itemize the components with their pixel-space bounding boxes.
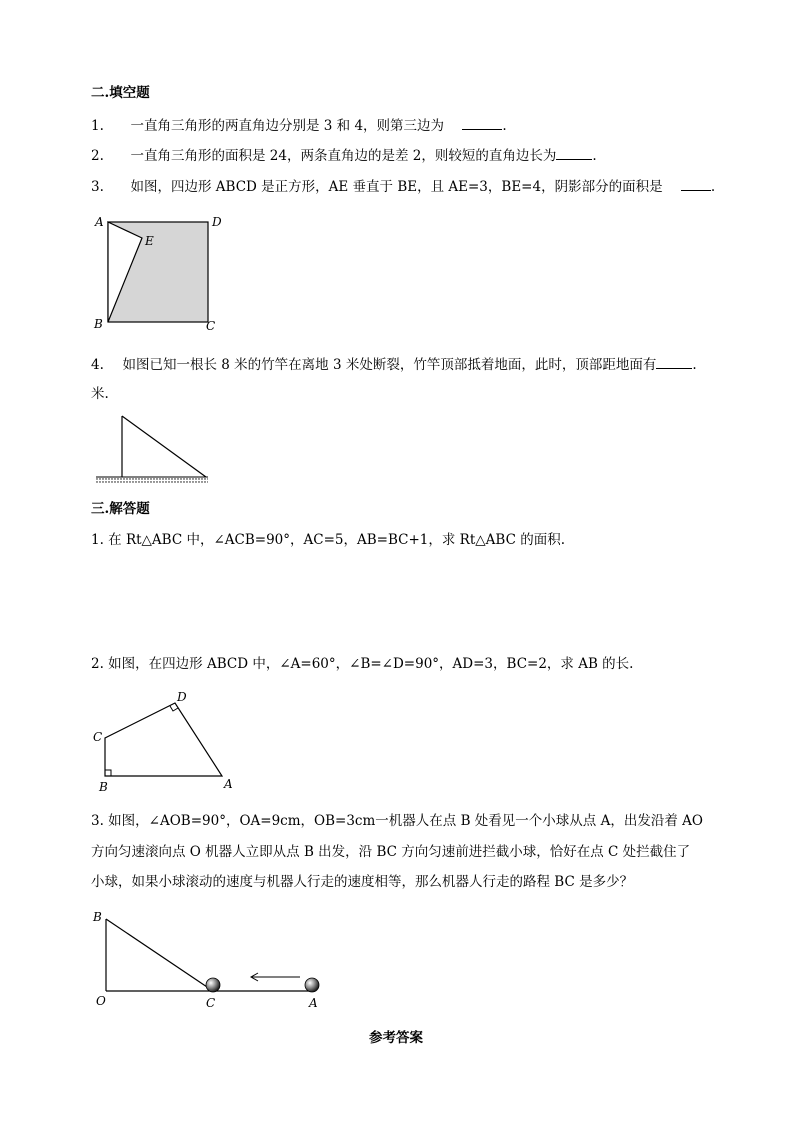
segment-bc	[106, 919, 213, 991]
label-c: C	[206, 996, 216, 1010]
label-b: B	[99, 780, 108, 794]
label-c: C	[206, 319, 216, 333]
question-2-4-unit: 米.	[91, 386, 109, 402]
label-d: D	[212, 215, 222, 229]
question-3-2: 2. 如图，在四边形 ABCD 中，∠A=60°，∠B=∠D=90°，AD=3，BC=2，求 AB 的长.	[91, 656, 634, 672]
quadrilateral-abcd	[105, 703, 222, 776]
label-e: E	[145, 234, 154, 248]
answer-blank[interactable]	[556, 146, 592, 160]
question-text: 如图已知一根长 8 米的竹竿在离地 3 米处断裂，竹竿顶部抵着地面，此时，顶部距地面有	[122, 357, 657, 373]
quadrilateral-figure	[90, 688, 240, 798]
ball-at-c	[206, 978, 220, 992]
question-text: 一直角三角形的面积是 24，两条直角边的是差 2，则较短的直角边长为	[130, 148, 557, 164]
period: .	[710, 179, 716, 195]
label-b: B	[93, 910, 102, 924]
answer-blank[interactable]	[462, 116, 502, 130]
section-heading-fill-in: 二.填空题	[91, 85, 150, 101]
label-b: B	[94, 317, 103, 331]
question-2-4	[91, 355, 697, 374]
question-number: 1.	[91, 118, 104, 134]
question-text: 如图，四边形 ABCD 是正方形，AE 垂直于 BE，且 AE=3，BE=4，阴影部分的面积是	[130, 179, 663, 195]
period: .	[592, 148, 597, 164]
ground-hatch	[96, 477, 208, 483]
right-angle-b	[105, 770, 111, 776]
label-a: A	[95, 215, 104, 229]
question-3-3-line1: 3. 如图，∠AOB=90°，OA=9cm，OB=3cm一机器人在点 B 处看见一个小球从点 A，出发沿着 AO	[91, 813, 703, 829]
label-d: D	[177, 690, 187, 704]
question-3-3-line3: 小球，如果小球滚动的速度与机器人行走的速度相等，那么机器人行走的路程 BC 是多少？	[91, 874, 634, 890]
question-3-3-line2: 方向匀速滚向点 O 机器人立即从点 B 出发，沿 BC 方向匀速前进拦截小球，恰好在点 C 处拦截住了	[91, 844, 691, 860]
answer-heading: 参考答案	[369, 1030, 423, 1046]
question-number: 3.	[91, 179, 104, 195]
period: .	[692, 357, 697, 373]
bamboo-figure	[96, 412, 211, 488]
label-a: A	[309, 996, 318, 1010]
question-2-2	[91, 146, 597, 165]
answer-blank[interactable]	[656, 355, 692, 369]
question-number: 2.	[91, 148, 104, 164]
bamboo-broken-part	[122, 416, 206, 477]
robot-ball-figure	[90, 905, 330, 1015]
question-2-3	[91, 177, 715, 196]
ball-at-a	[305, 978, 319, 992]
label-a: A	[224, 777, 233, 791]
question-number: 4.	[91, 357, 104, 373]
section-heading-solve: 三.解答题	[91, 501, 150, 517]
square-figure	[90, 208, 230, 338]
label-c: C	[93, 730, 103, 744]
answer-blank[interactable]	[681, 177, 711, 191]
question-2-1	[91, 116, 507, 135]
question-3-1: 1. 在 Rt△ABC 中，∠ACB=90°，AC=5，AB=BC+1，求 Rt△ABC 的面积.	[91, 532, 565, 548]
period: .	[502, 118, 507, 134]
question-text: 一直角三角形的两直角边分别是 3 和 4，则第三边为	[130, 118, 445, 134]
label-o: O	[96, 994, 106, 1008]
